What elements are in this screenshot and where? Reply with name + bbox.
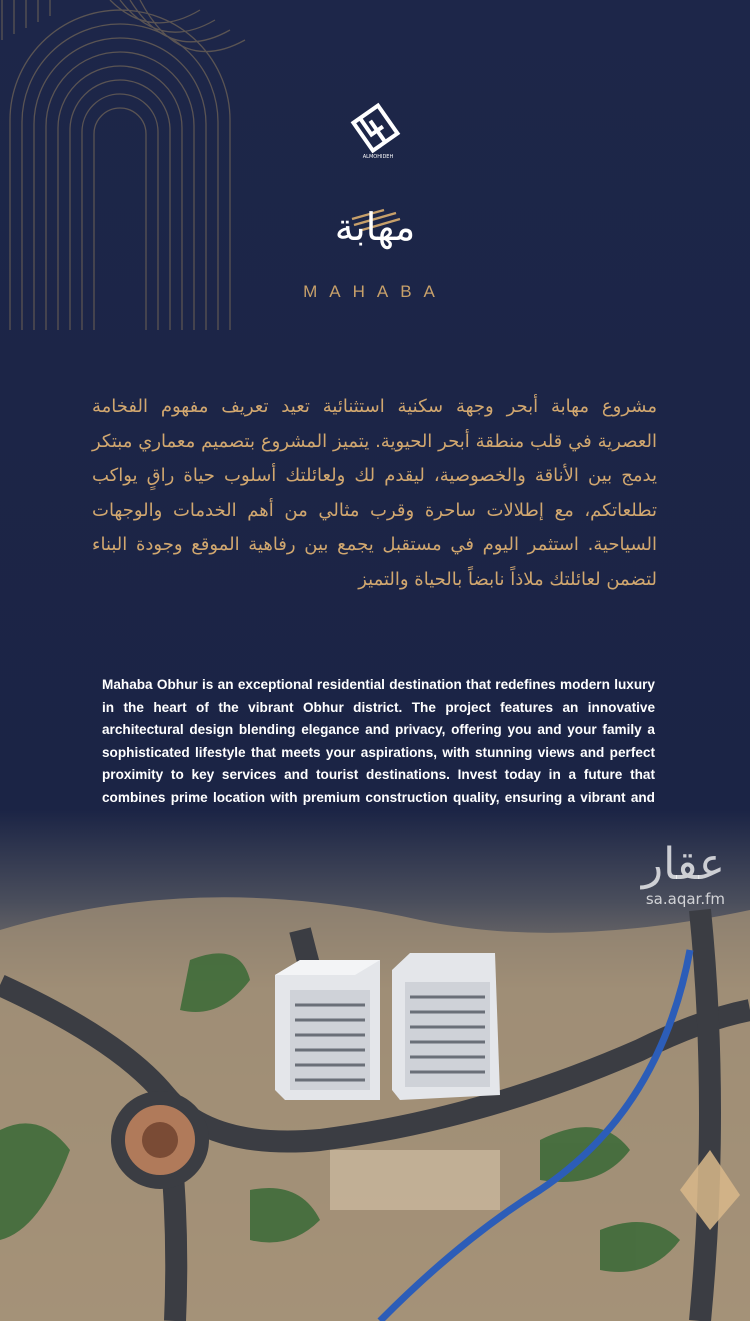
watermark-arabic: عقار <box>641 839 725 890</box>
brand-name-arabic: مهابة <box>334 205 416 249</box>
brand-name-english: MAHABA <box>303 282 447 301</box>
aerial-project-rendering <box>0 810 750 1321</box>
watermark-url: sa.aqar.fm <box>645 890 725 908</box>
description-english: Mahaba Obhur is an exceptional residential destination that redefines modern luxury in the heart of the vibrant Obhur district. The project features an innovative architectural design blending elegance and privacy, offering you and your family a sophisticated lifestyle that meets your aspirations, with stunning views and perfect proximity to key services and tourist destinations. Invest today in a future that combines prime location with premium construction quality, ensuring a vibrant and <box>102 677 655 805</box>
developer-mark-text: ALMOHIDEH <box>362 154 394 160</box>
description-arabic: مشروع مهابة أبحر وجهة سكنية استثنائية تعيد تعريف مفهوم الفخامة العصرية في قلب منطقة أبحر الحيوية. يتميز المشروع بتصميم معماري مبتكر يدمج بين الأناقة والخصوصية، ليقدم لك ولعائلتك أسلوب حياة راقٍ يواكب تطلعاتكم، مع إطلالات ساحرة وقرب مثالي من أهم الخدمات والوجهات السياحية. استثمر اليوم في مستقبل يجمع بين رفاهية الموقع وجودة البناء لتضمن لعائلتك ملاذاً نابضاً بالحياة والتميز <box>92 396 657 590</box>
aqar-watermark <box>642 840 725 908</box>
